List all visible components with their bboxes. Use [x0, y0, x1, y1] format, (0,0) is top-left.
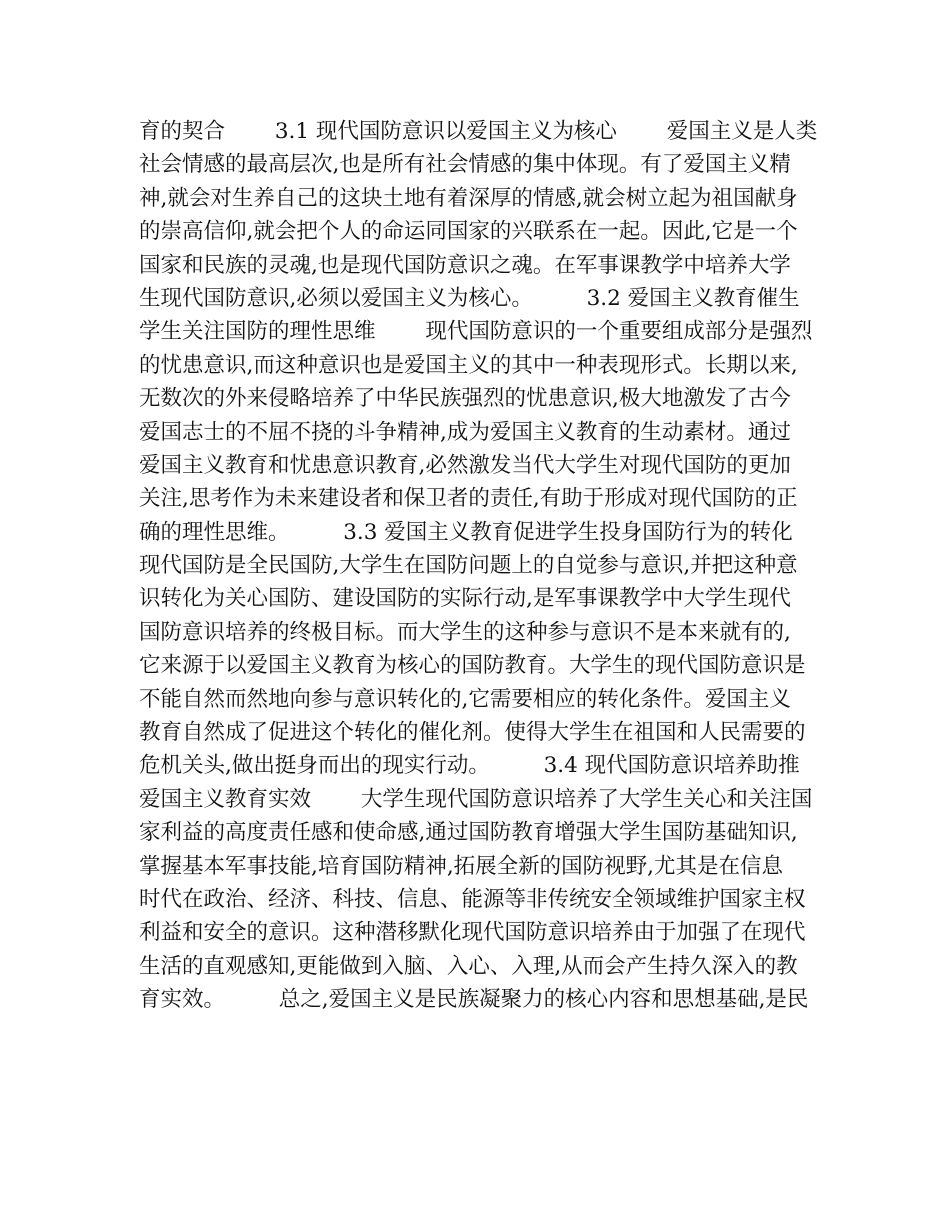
- text-line: 不能自然而然地向参与意识转化的,它需要相应的转化条件。爱国主义: [139, 686, 791, 712]
- text-line: 识转化为关心国防、建设国防的实际行动,是军事课教学中大学生现代: [139, 586, 791, 612]
- text-line: 时代在政治、经济、科技、信息、能源等非传统安全领域维护国家主权: [139, 886, 806, 912]
- text-line: 爱国主义教育和忧患意识教育,必然激发当代大学生对现代国防的更加: [139, 452, 791, 478]
- text-line: 的崇高信仰,就会把个人的命运同国家的兴联系在一起。因此,它是一个: [139, 219, 798, 245]
- text-line: 学生关注国防的理性思维 现代国防意识的一个重要组成部分是强烈: [139, 319, 813, 345]
- text-line: 生现代国防意识,必须以爱国主义为核心。 3.2 爱国主义教育催生: [139, 285, 800, 311]
- body-text: [139, 115, 829, 1017]
- text-line: 神,就会对生养自己的这块土地有着深厚的情感,就会树立起为祖国献身: [139, 185, 798, 211]
- text-line: 的忧患意识,而这种意识也是爱国主义的其中一种表现形式。长期以来,: [139, 352, 798, 378]
- text-line: 国防意识培养的终极目标。而大学生的这种参与意识不是本来就有的,: [139, 619, 791, 645]
- text-line: 育的契合 3.1 现代国防意识以爱国主义为核心 爱国主义是人类: [139, 119, 818, 144]
- text-line: 掌握基本军事技能,培育国防精神,拓展全新的国防视野,尤其是在信息: [139, 853, 784, 879]
- text-line: 危机关头,做出挺身而出的现实行动。 3.4 现代国防意识培养助推: [139, 753, 800, 779]
- text-line: 现代国防是全民国防,大学生在国防问题上的自觉参与意识,并把这种意: [139, 553, 798, 579]
- text-line: 社会情感的最高层次,也是所有社会情感的集中体现。有了爱国主义精: [139, 152, 791, 178]
- text-line: 国家和民族的灵魂,也是现代国防意识之魂。在军事课教学中培养大学: [139, 252, 791, 278]
- text-line: 无数次的外来侵略培养了中华民族强烈的忧患意识,极大地激发了古今: [139, 386, 791, 412]
- text-line: 爱国志士的不屈不挠的斗争精神,成为爱国主义教育的生动素材。通过: [139, 419, 791, 445]
- text-line: 它来源于以爱国主义教育为核心的国防教育。大学生的现代国防意识是: [139, 653, 806, 679]
- text-line: 家利益的高度责任感和使命感,通过国防教育增强大学生国防基础知识,: [139, 820, 798, 846]
- text-line: 关注,思考作为未来建设者和保卫者的责任,有助于形成对现代国防的正: [139, 486, 798, 512]
- text-line: 利益和安全的意识。这种潜移默化现代国防意识培养由于加强了在现代: [139, 920, 806, 946]
- text-line: 爱国主义教育实效 大学生现代国防意识培养了大学生关心和关注国: [139, 786, 813, 812]
- text-line: 确的理性思维。 3.3 爱国主义教育促进学生投身国防行为的转化: [139, 519, 793, 545]
- text-line: 生活的直观感知,更能做到入脑、入心、入理,从而会产生持久深入的教: [139, 953, 798, 979]
- text-line: 教育自然成了促进这个转化的催化剂。使得大学生在祖国和人民需要的: [139, 720, 806, 746]
- text-line: 育实效。 总之,爱国主义是民族凝聚力的核心内容和思想基础,是民: [139, 987, 809, 1013]
